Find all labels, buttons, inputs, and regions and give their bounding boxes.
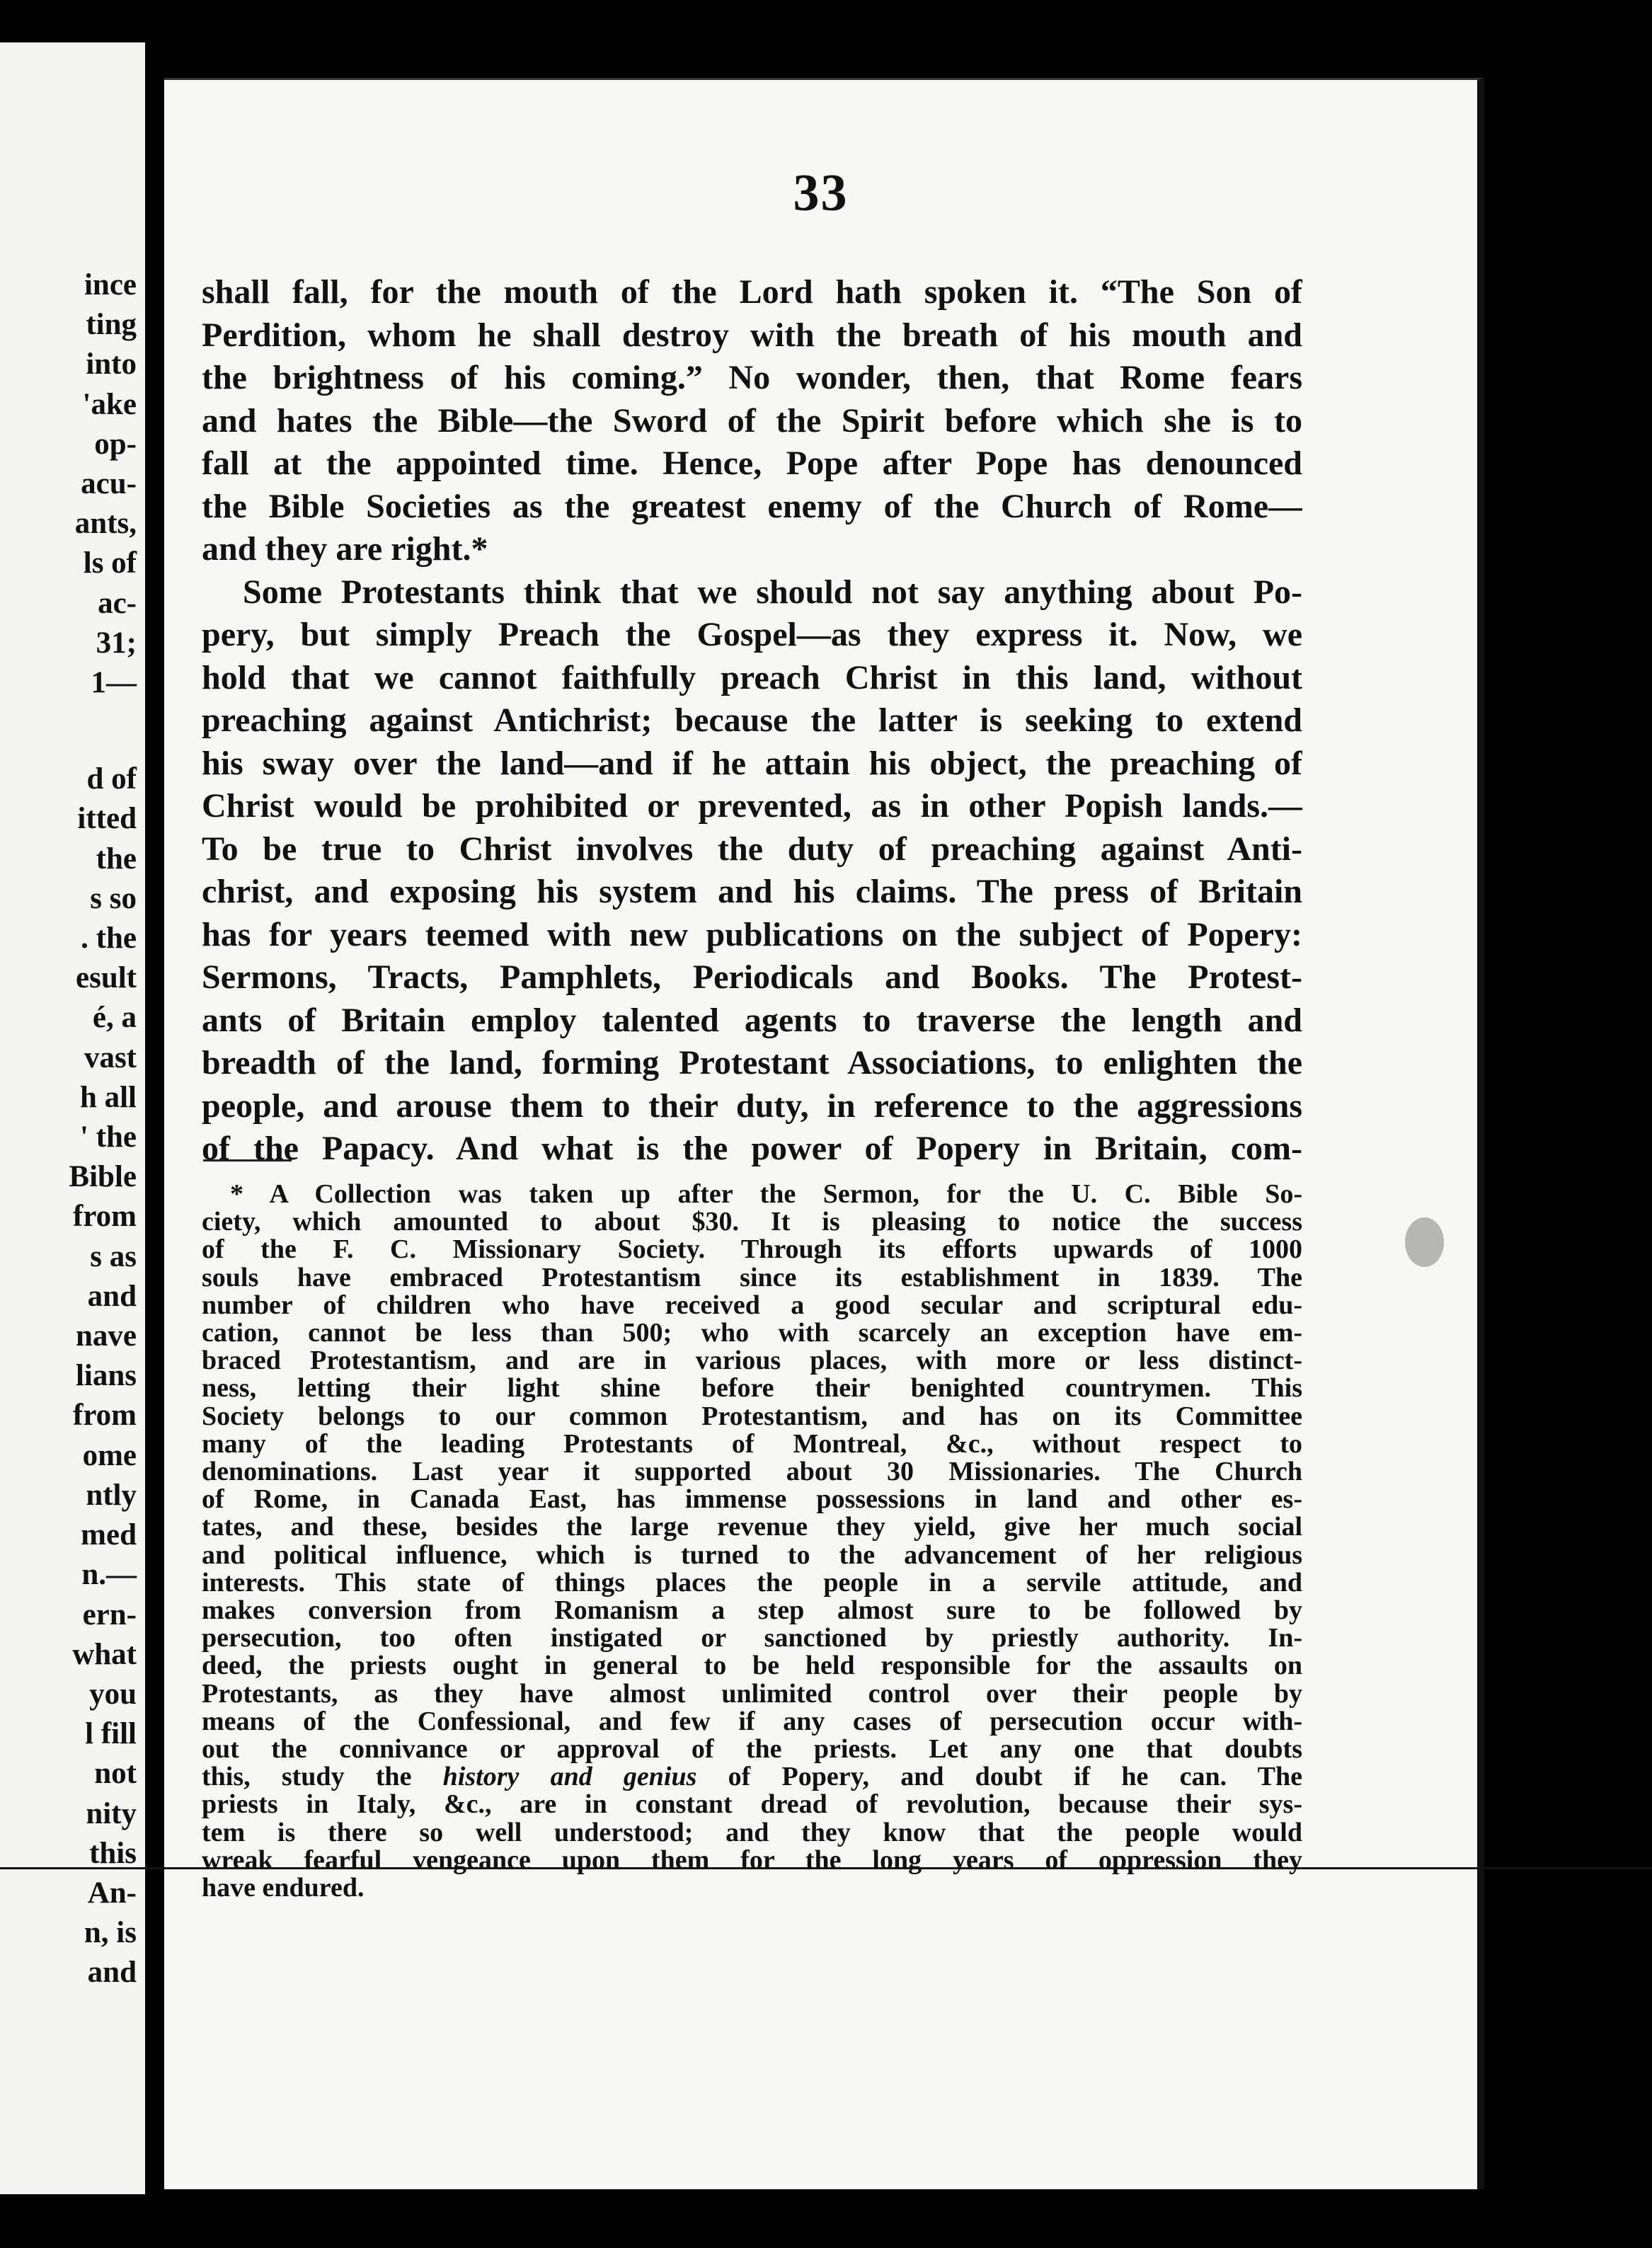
- adjacent-line-fragment: 'ake: [82, 387, 137, 421]
- adjacent-line-fragment: nity: [86, 1796, 137, 1830]
- footnote-text: of Popery, and doubt if he can. The: [696, 1763, 1302, 1791]
- body-line: fall at the appointed time. Hence, Pope after Pope has denounced: [202, 445, 1302, 482]
- body-line: ants of Britain employ talented agents to traverse the length and: [202, 1001, 1302, 1039]
- footnote-line: of Rome, in Canada East, has immense possessions in land and other es-: [202, 1486, 1302, 1514]
- document-page: [164, 78, 1484, 2189]
- adjacent-line-fragment: n, is: [84, 1916, 137, 1950]
- footnote-line: means of the Confessional, and few if any cases of persecution occur with-: [202, 1707, 1302, 1736]
- footnote-divider: [203, 1159, 292, 1162]
- adjacent-line-fragment: itted: [77, 802, 137, 836]
- footnote-line: and political influence, which is turned to the advancement of her religious: [202, 1541, 1302, 1569]
- fragment-gap: [69, 703, 137, 759]
- footnote-line: souls have embraced Protestantism since its establishment in 1839. The: [202, 1263, 1302, 1292]
- body-line: the brightness of his coming.” No wonder, then, that Rome fears: [202, 359, 1302, 396]
- body-line: christ, and exposing his system and his claims. The press of Britain: [202, 873, 1302, 910]
- adjacent-line-fragment: nave: [76, 1319, 137, 1353]
- body-line: has for years teemed with new publications on the subject of Popery:: [202, 915, 1302, 953]
- adjacent-line-fragment: from: [73, 1200, 137, 1234]
- adjacent-line-fragment: acu-: [81, 467, 137, 501]
- footnote-line: Society belongs to our common Protestantism, and has on its Committee: [202, 1402, 1302, 1430]
- adjacent-line-fragment: ern-: [82, 1598, 137, 1631]
- body-line: and they are right.*: [202, 530, 488, 568]
- footnote-emphasis: history and genius: [442, 1763, 697, 1791]
- adjacent-line-fragment: é, a: [92, 1001, 137, 1035]
- adjacent-line-fragment: lians: [75, 1359, 137, 1393]
- body-line: pery, but simply Preach the Gospel—as they express it. Now, we: [202, 616, 1302, 653]
- adjacent-line-fragment: and: [87, 1279, 137, 1313]
- body-line: shall fall, for the mouth of the Lord hath spoken it. “The Son of: [202, 273, 1302, 311]
- body-text: [202, 271, 1302, 1171]
- adjacent-line-fragment: you: [89, 1677, 137, 1711]
- footnote-line: persecution, too often instigated or sanctioned by priestly authority. In-: [202, 1624, 1302, 1653]
- adjacent-line-fragment: l fill: [85, 1717, 137, 1751]
- adjacent-line-fragment: ince: [84, 268, 137, 302]
- body-line: hold that we cannot faithfully preach Christ in this land, without: [202, 658, 1302, 696]
- adjacent-line-fragment: what: [72, 1637, 137, 1671]
- adjacent-line-fragment: n.—: [81, 1558, 137, 1592]
- adjacent-line-fragment: esult: [76, 961, 137, 995]
- adjacent-line-fragment: An-: [87, 1876, 137, 1910]
- adjacent-line-fragment: 31;: [96, 626, 137, 660]
- adjacent-line-fragment: into: [86, 348, 137, 382]
- adjacent-line-fragment: Bible: [69, 1160, 137, 1194]
- footnote-line: many of the leading Protestants of Montreal, &c., without respect to: [202, 1430, 1302, 1459]
- adjacent-line-fragment: h all: [79, 1080, 137, 1114]
- footnote-line: denominations. Last year it supported about 30 Missionaries. The Church: [202, 1458, 1302, 1486]
- adjacent-line-fragment: this: [89, 1836, 137, 1870]
- body-line: Sermons, Tracts, Pamphlets, Periodicals and Books. The Protest-: [202, 958, 1302, 996]
- adjacent-line-fragment: med: [81, 1518, 137, 1552]
- footnote-line: deed, the priests ought in general to be held responsible for the assaults on: [202, 1652, 1302, 1680]
- footnote-line: wreak fearful vengeance upon them for the long years of oppression they: [202, 1846, 1302, 1875]
- adjacent-line-fragment: and: [87, 1956, 137, 1990]
- adjacent-page-text: [69, 265, 137, 1993]
- body-line: To be true to Christ involves the duty of preaching against Anti-: [202, 830, 1302, 868]
- scan-artifact-line: [0, 1867, 1652, 1869]
- adjacent-line-fragment: . the: [81, 922, 137, 956]
- body-line: preaching against Antichrist; because the latter is seeking to extend: [202, 701, 1302, 739]
- footnote-line: interests. This state of things places the people in a servile attitude, and: [202, 1569, 1302, 1598]
- footnote-line-with-emphasis: [202, 1763, 1302, 1791]
- footnote-line: Protestants, as they have almost unlimited control over their people by: [202, 1680, 1302, 1708]
- adjacent-line-fragment: from: [73, 1399, 137, 1433]
- footnote-line: makes conversion from Romanism a step almost sure to be followed by: [202, 1597, 1302, 1625]
- body-line: of the Papacy. And what is the power of Popery in Britain, com-: [202, 1130, 1302, 1167]
- footnote-line: ciety, which amounted to about $30. It is pleasing to notice the success: [202, 1208, 1302, 1237]
- page-number: 33: [793, 164, 849, 222]
- footnote-line: priests in Italy, &c., are in constant dread of revolution, because their sys-: [202, 1791, 1302, 1819]
- footnote-line: out the connivance or approval of the priests. Let any one that doubts: [202, 1736, 1302, 1764]
- body-line: and hates the Bible—the Sword of the Spirit before which she is to: [202, 401, 1302, 440]
- adjacent-line-fragment: not: [94, 1757, 137, 1791]
- footnote-line: ness, letting their light shine before their benighted countrymen. This: [202, 1375, 1302, 1403]
- adjacent-line-fragment: ting: [86, 308, 137, 342]
- footnote-line: of the F. C. Missionary Society. Through its efforts upwards of 1000: [202, 1236, 1302, 1264]
- adjacent-page-fragment: [0, 42, 145, 2194]
- adjacent-line-fragment: d of: [86, 762, 137, 796]
- footnote-line: have endured.: [202, 1874, 365, 1903]
- adjacent-line-fragment: ntly: [86, 1478, 137, 1512]
- footnote-text: this, study the: [202, 1763, 443, 1791]
- adjacent-line-fragment: ls of: [83, 546, 137, 580]
- adjacent-line-fragment: s so: [90, 881, 137, 915]
- body-line: Christ would be prohibited or prevented, as in other Popish lands.—: [202, 787, 1302, 825]
- adjacent-line-fragment: vast: [84, 1040, 137, 1074]
- footnote: [202, 1181, 1302, 1902]
- footnote-line: tates, and these, besides the large revenue they yield, give her much social: [202, 1513, 1302, 1542]
- adjacent-line-fragment: ome: [82, 1438, 137, 1472]
- footnote-line: cation, cannot be less than 500; who with scarcely an exception have em-: [202, 1319, 1302, 1348]
- adjacent-line-fragment: the: [96, 842, 137, 876]
- body-line: the Bible Societies as the greatest enemy of the Church of Rome—: [202, 487, 1302, 525]
- adjacent-line-fragment: ac-: [98, 586, 137, 620]
- ink-smudge: [1405, 1217, 1444, 1267]
- footnote-line: * A Collection was taken up after the Sermon, for the U. C. Bible So-: [230, 1181, 1302, 1209]
- adjacent-line-fragment: s as: [90, 1239, 137, 1273]
- body-line: Perdition, whom he shall destroy with the breath of his mouth and: [202, 316, 1302, 354]
- body-line: his sway over the land—and if he attain his object, the preaching of: [202, 744, 1302, 782]
- adjacent-line-fragment: ants,: [74, 507, 137, 541]
- footnote-line: number of children who have received a good secular and scriptural edu-: [202, 1291, 1302, 1320]
- footnote-line: braced Protestantism, and are in various places, with more or less distinct-: [202, 1347, 1302, 1375]
- body-line: people, and arouse them to their duty, in reference to the aggressions: [202, 1086, 1302, 1125]
- adjacent-line-fragment: op-: [94, 427, 137, 461]
- adjacent-line-fragment: ' the: [79, 1120, 137, 1154]
- body-line: breadth of the land, forming Protestant Associations, to enlighten the: [202, 1044, 1302, 1082]
- footnote-line: tem is there so well understood; and they know that the people would: [202, 1818, 1302, 1847]
- body-line: Some Protestants think that we should not say anything about Po-: [243, 573, 1302, 611]
- adjacent-line-fragment: 1—: [91, 666, 137, 700]
